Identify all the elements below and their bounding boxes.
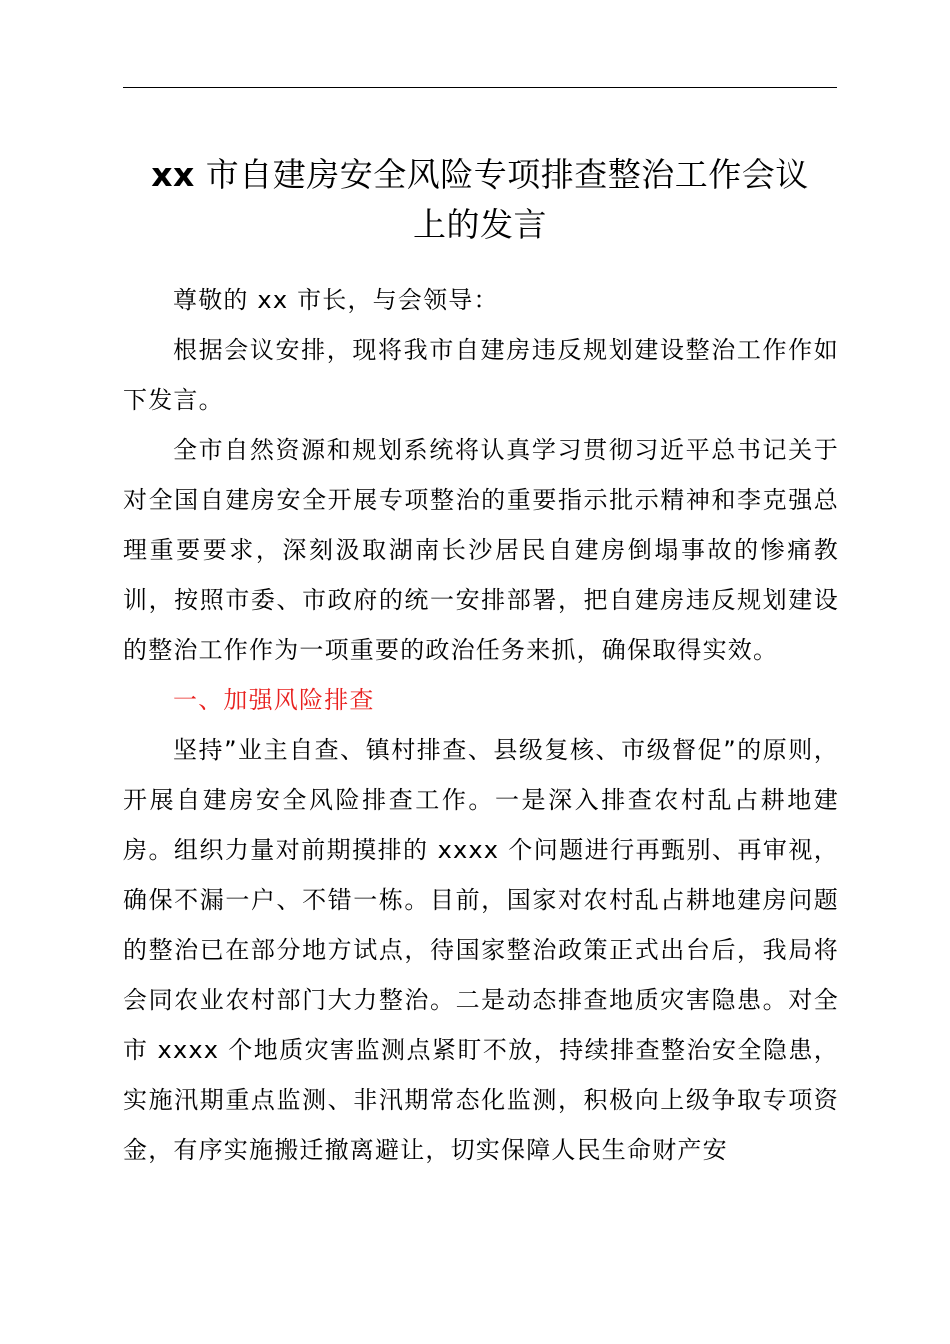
- salutation: 尊敬的 xx 市长，与会领导：: [173, 286, 499, 314]
- title-prefix: xx: [151, 155, 195, 194]
- document-title-line-2: 上的发言: [413, 205, 547, 244]
- document-title-line-1: [100, 150, 860, 200]
- section-1-paragraph: 坚持”业主自查、镇村排查、县级复核、市级督促”的原则，开展自建房安全风险排查工作。一是深入排查农村乱占耕地建房。组织力量对前期摸排的 xxxx 个问题进行再甄别、再审视，确保不漏一户、不错一栋。目前，国家对农村乱占耕地建房问题的整治已在部分地方试点，待国家整治政策正式出台后，我局将会同农业农村部门大力整治。二是动态排查地质灾害隐患。对全市 xxxx 个地质灾害监测点紧盯不放，持续排查整治安全隐患，实施汛期重点监测、非汛期常态化监测，积极向上级争取专项资金，有序实施搬迁撤离避让，切实保障人民生命财产安: [123, 736, 839, 1164]
- context-paragraph: 全市自然资源和规划系统将认真学习贯彻习近平总书记关于对全国自建房安全开展专项整治的重要指示批示精神和李克强总理重要要求，深刻汲取湖南长沙居民自建房倒塌事故的惨痛教训，按照市委、市政府的统一安排部署，把自建房违反规划建设的整治工作作为一项重要的政治任务来抓，确保取得实效。: [123, 436, 839, 664]
- header-rule: [123, 87, 837, 88]
- section-heading-1: 一、加强风险排查: [173, 686, 375, 714]
- title-line-1-text: 市自建房安全风险专项排查整治工作会议: [194, 155, 809, 194]
- intro-paragraph: 根据会议安排，现将我市自建房违反规划建设整治工作作如下发言。: [123, 336, 839, 414]
- document-body: [123, 275, 839, 1175]
